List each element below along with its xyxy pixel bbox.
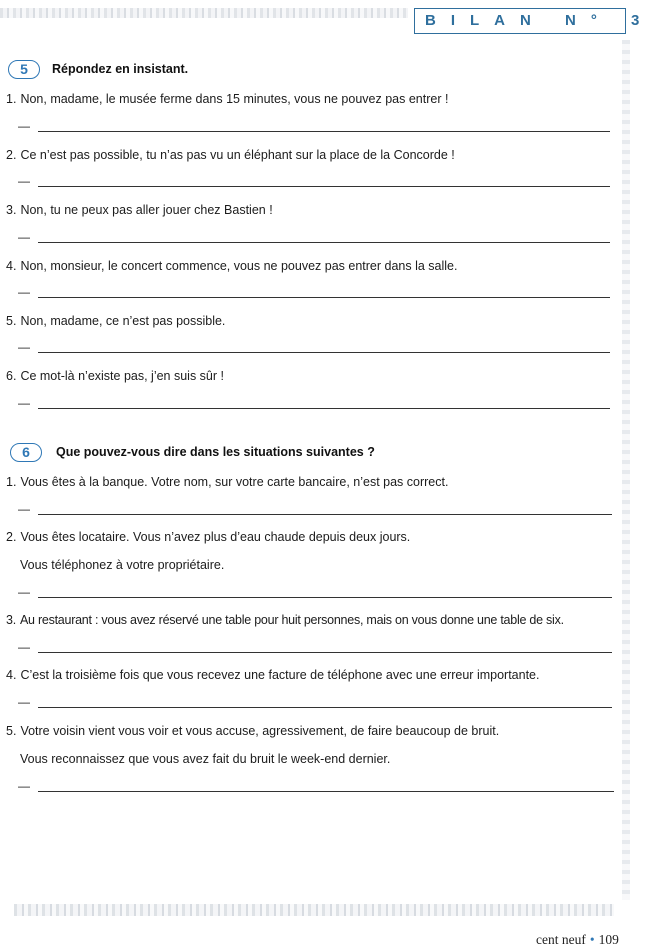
question-text: Votre voisin vient vous voir et vous accuse, agressivement, de faire beaucoup de bruit.: [20, 724, 500, 738]
question-number: 5.: [6, 724, 17, 738]
answer-dash: —: [18, 502, 30, 516]
answer-line[interactable]: [38, 131, 610, 132]
question-text: Non, tu ne peux pas aller jouer chez Bastien !: [20, 203, 273, 217]
page-footer: [536, 932, 619, 948]
question-continuation: Vous téléphonez à votre propriétaire.: [20, 558, 225, 572]
question-number: 2.: [6, 148, 17, 162]
page-number: 109: [598, 932, 619, 947]
question-text: Vous êtes locataire. Vous n’avez plus d’eau chaude depuis deux jours.: [20, 530, 411, 544]
question-number: 3.: [6, 203, 17, 217]
question-number: 4.: [6, 259, 17, 273]
answer-dash: —: [18, 585, 30, 599]
answer-line[interactable]: [38, 707, 612, 708]
question-text: Au restaurant : vous avez réservé une table pour huit personnes, mais on vous donne une table de six.: [19, 613, 564, 627]
question: [6, 724, 499, 738]
answer-dash: —: [18, 119, 30, 133]
question: [6, 613, 564, 627]
answer-dash: —: [18, 230, 30, 244]
footer-bullet: •: [589, 932, 595, 947]
question: [6, 530, 410, 544]
question-number: 5.: [6, 314, 17, 328]
question-text: C’est la troisième fois que vous recevez une facture de téléphone avec une erreur importante.: [20, 668, 540, 682]
question-text: Ce mot-là n’existe pas, j’en suis sûr !: [20, 369, 224, 383]
question-number: 4.: [6, 668, 17, 682]
decorative-bottom-band: [14, 904, 614, 916]
question: [6, 369, 224, 383]
question-number: 1.: [6, 475, 17, 489]
answer-line[interactable]: [38, 597, 612, 598]
exercise-number-badge: 6: [10, 443, 42, 462]
question-text: Ce n’est pas possible, tu n’as pas vu un éléphant sur la place de la Concorde !: [20, 148, 455, 162]
question-number: 2.: [6, 530, 17, 544]
exercise-heading: Que pouvez-vous dire dans les situations suivantes ?: [56, 445, 375, 459]
question-text: Non, monsieur, le concert commence, vous ne pouvez pas entrer dans la salle.: [20, 259, 458, 273]
exercise-heading: Répondez en insistant.: [52, 62, 189, 76]
question-text: Non, madame, le musée ferme dans 15 minutes, vous ne pouvez pas entrer !: [20, 92, 449, 106]
page-number-words: cent neuf: [536, 932, 586, 947]
question-number: 6.: [6, 369, 17, 383]
question-text: Non, madame, ce n’est pas possible.: [20, 314, 226, 328]
exercise-number-badge: 5: [8, 60, 40, 79]
answer-line[interactable]: [38, 297, 610, 298]
answer-dash: —: [18, 695, 30, 709]
question-continuation: Vous reconnaissez que vous avez fait du bruit le week-end dernier.: [20, 752, 391, 766]
answer-line[interactable]: [38, 514, 612, 515]
answer-line[interactable]: [38, 408, 610, 409]
decorative-top-band: [0, 8, 408, 18]
answer-line[interactable]: [38, 186, 610, 187]
answer-dash: —: [18, 174, 30, 188]
answer-line[interactable]: [38, 242, 610, 243]
bilan-header: BILAN N° 3: [414, 8, 626, 34]
answer-dash: —: [18, 779, 30, 793]
question: [6, 92, 448, 106]
question: [6, 475, 448, 489]
question: [6, 668, 539, 682]
answer-line[interactable]: [38, 791, 614, 792]
answer-line[interactable]: [38, 652, 612, 653]
question: [6, 148, 455, 162]
question: [6, 203, 273, 217]
answer-dash: —: [18, 640, 30, 654]
answer-line[interactable]: [38, 352, 610, 353]
answer-dash: —: [18, 396, 30, 410]
answer-dash: —: [18, 285, 30, 299]
answer-dash: —: [18, 340, 30, 354]
question-number: 3.: [6, 613, 16, 627]
question-text: Vous êtes à la banque. Votre nom, sur votre carte bancaire, n’est pas correct.: [20, 475, 449, 489]
question-number: 1.: [6, 92, 17, 106]
decorative-right-strip: [622, 40, 630, 900]
question: [6, 314, 225, 328]
question: [6, 259, 457, 273]
